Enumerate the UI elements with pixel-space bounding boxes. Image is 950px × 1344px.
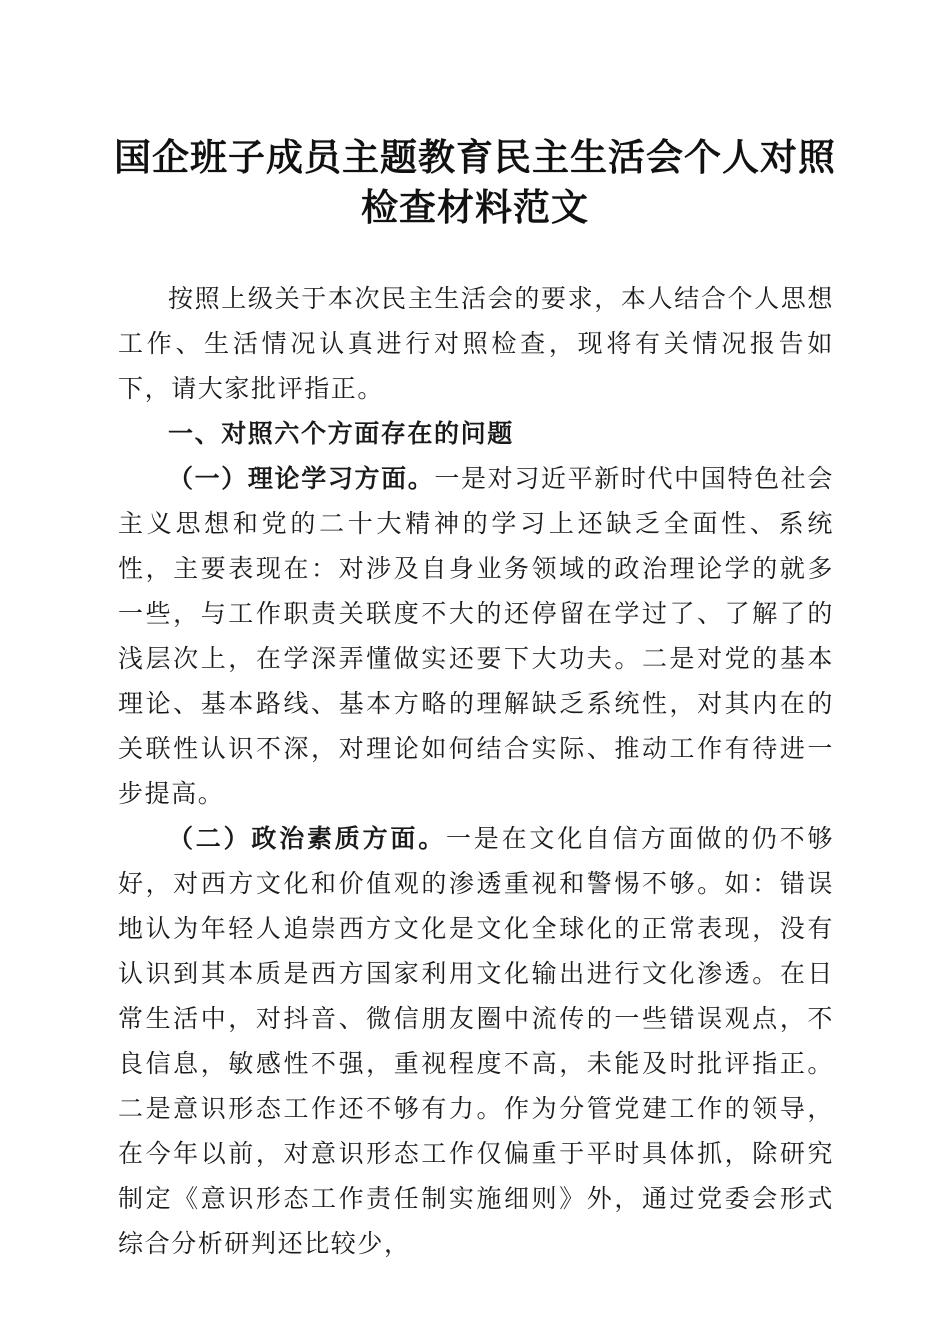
item-text-theory: 一是对习近平新时代中国特色社会主义思想和党的二十大精神的学习上还缺乏全面性、系统性，主要表现在：对涉及自身业务领域的政治理论学的就多一些，与工作职责关联度不大的还停留在学过了、了解了的浅层次上，在学深弄懂做实还要下大功夫。二是对党的基本理论、基本路线、基本方略的理解缺乏系统性，对其内在的关联性认识不深，对理论如何结合实际、推动工作有待进一步提高。 bbox=[118, 464, 834, 808]
intro-paragraph: 按照上级关于本次民主生活会的要求，本人结合个人思想工作、生活情况认真进行对照检查，现将有关情况报告如下，请大家批评指正。 bbox=[118, 284, 834, 403]
item-lead-politics: （二）政治素质方面。 bbox=[168, 824, 446, 853]
item-paragraph-theory bbox=[118, 456, 834, 816]
section-heading: 一、对照六个方面存在的问题 bbox=[168, 419, 514, 448]
document-body bbox=[118, 276, 834, 1266]
document-title: 国企班子成员主题教育民主生活会个人对照检查材料范文 bbox=[114, 135, 836, 229]
item-paragraph-politics bbox=[118, 816, 834, 1266]
item-text-politics: 一是在文化自信方面做的仍不够好，对西方文化和价值观的渗透重视和警惕不够。如：错误地认为年轻人追崇西方文化是文化全球化的正常表现，没有认识到其本质是西方国家利用文化输出进行文化渗透。在日常生活中，对抖音、微信朋友圈中流传的一些错误观点，不良信息，敏感性不强，重视程度不高，未能及时批评指正。二是意识形态工作还不够有力。作为分管党建工作的领导，在今年以前，对意识形态工作仅偏重于平时具体抓，除研究制定《意识形态工作责任制实施细则》外，通过党委会形式综合分析研判还比较少， bbox=[118, 824, 834, 1258]
item-lead-theory: （一）理论学习方面。 bbox=[168, 464, 435, 493]
